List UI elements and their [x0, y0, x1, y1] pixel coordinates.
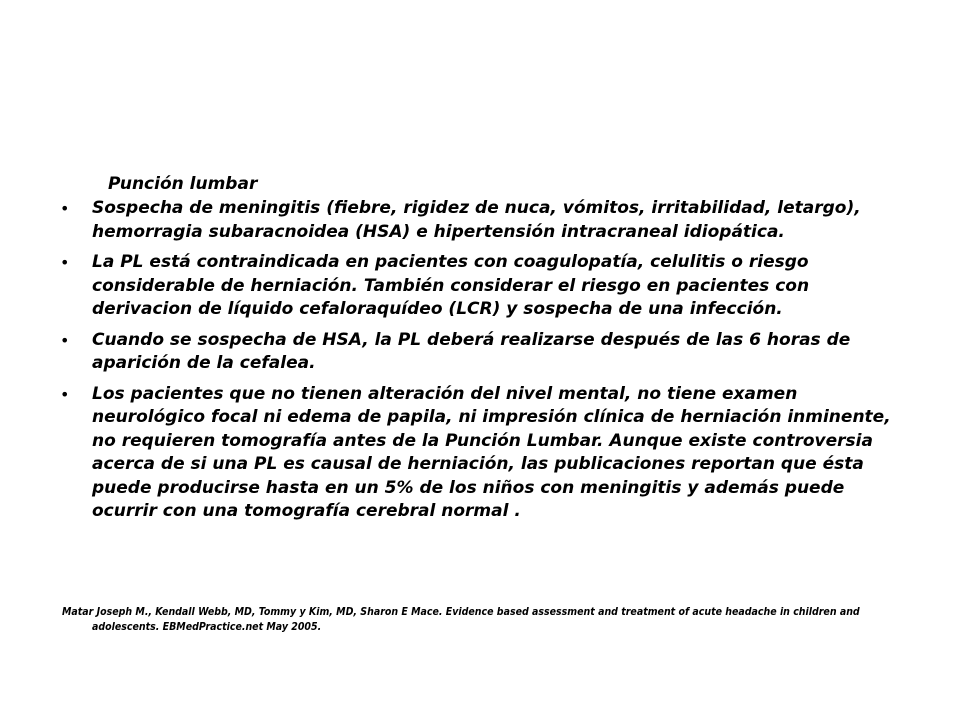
bullet-marker: • — [60, 253, 70, 272]
citation-reference: Matar Joseph M., Kendall Webb, MD, Tommy y Kim, MD, Sharon E Mace. Evidence based assessment and treatment of acute headache in children and adolescents. EBMedPractice.net May 2005. — [62, 606, 860, 633]
bullet-item — [60, 251, 912, 322]
bullet-text: Cuando se sospecha de HSA, la PL deberá realizarse después de las 6 horas de aparición de la cefalea. — [92, 329, 851, 373]
bullet-item — [60, 329, 912, 376]
slide-heading: Punción lumbar — [108, 174, 258, 194]
bullet-marker: • — [60, 330, 70, 350]
bullet-marker: • — [60, 384, 70, 404]
bullet-item — [60, 197, 912, 244]
bullet-text: Los pacientes que no tienen alteración del nivel mental, no tiene examen neurológico focal ni edema de papila, ni impresión clínica de herniación inminente, no requieren tomografía antes de la Punción Lumbar. Aunque existe controversia acerca de si una PL es causal de herniación, las publicaciones reportan que ésta puede producirse hasta en un 5% de los niños con meningitis y además puede ocurrir con una tomografía cerebral normal . — [92, 383, 891, 521]
bullet-item — [60, 383, 912, 524]
bullet-list — [60, 197, 912, 531]
bullet-text: Sospecha de meningitis (fiebre, rigidez de nuca, vómitos, irritabilidad, letargo), hemorragia subaracnoidea (HSA) e hipertensión intracraneal idiopática. — [92, 198, 861, 242]
bullet-text: La PL está contraindicada en pacientes con coagulopatía, celulitis o riesgo considerable de herniación. También considerar el riesgo en pacientes con derivacion de líquido cefaloraquídeo (LCR) y sospecha de una infección. — [92, 252, 810, 319]
bullet-marker: • — [60, 199, 70, 218]
